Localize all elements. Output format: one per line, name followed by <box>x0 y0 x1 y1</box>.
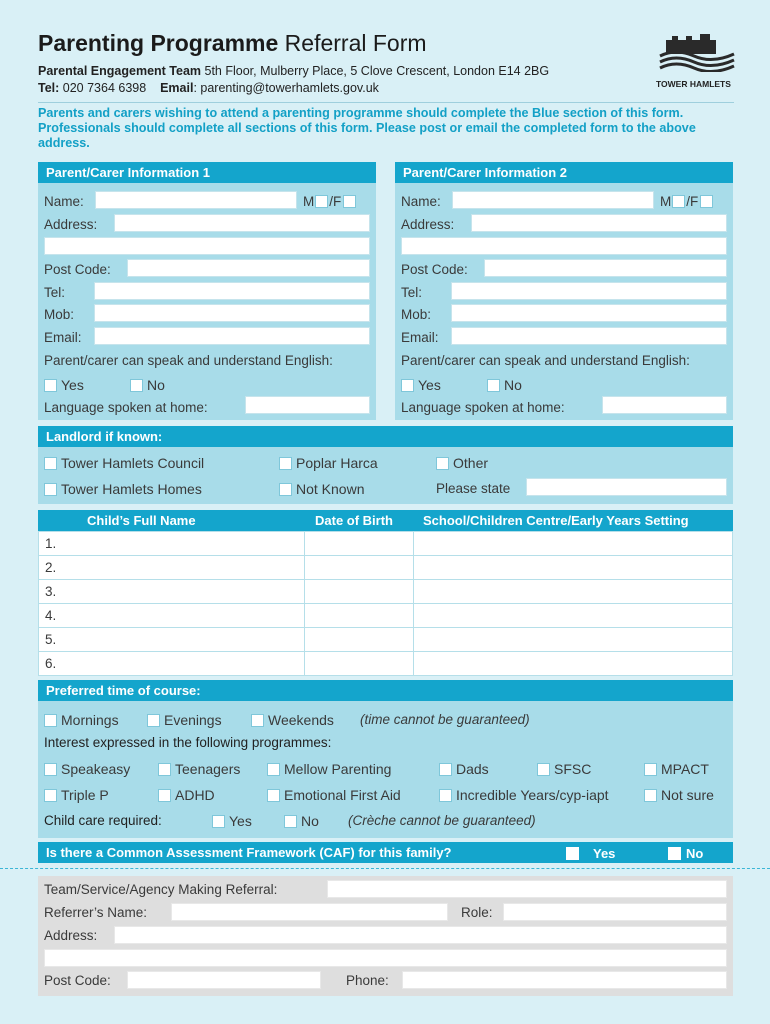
incredible-years-checkbox[interactable] <box>439 789 452 802</box>
landlord-option-other[interactable]: Other <box>436 455 488 471</box>
landlord-other-checkbox[interactable] <box>436 457 449 470</box>
row-number[interactable]: 4. <box>39 604 305 628</box>
childcare-no-checkbox[interactable] <box>284 815 297 828</box>
parent2-email-field[interactable] <box>451 327 727 345</box>
caf-no[interactable]: No <box>668 846 703 861</box>
parent2-tel-label: Tel: <box>401 285 423 300</box>
tower-hamlets-logo <box>656 30 738 89</box>
triple-p-checkbox[interactable] <box>44 789 57 802</box>
prof-postcode-field[interactable] <box>127 971 321 989</box>
role-label: Role: <box>461 905 493 920</box>
programme-mellow[interactable]: Mellow Parenting <box>267 761 391 777</box>
parent2-name-field[interactable] <box>452 191 654 209</box>
school-cell[interactable] <box>414 628 733 652</box>
childcare-yes[interactable]: Yes <box>212 813 252 829</box>
landlord-heading: Landlord if known: <box>38 426 733 447</box>
form-title: Parenting Programme Referral Form <box>38 30 427 56</box>
childcare-label: Child care required: <box>44 813 162 828</box>
parent1-english-no[interactable]: No <box>130 377 165 393</box>
table-row <box>39 532 733 556</box>
team-address: Parental Engagement Team 5th Floor, Mulberry Place, 5 Clove Crescent, London E14 2BG <box>38 64 550 78</box>
prof-postcode-label: Post Code: <box>44 973 111 988</box>
adhd-checkbox[interactable] <box>158 789 171 802</box>
landlord-option-homes[interactable]: Tower Hamlets Homes <box>44 481 202 497</box>
col-child-name: Child’s Full Name <box>87 513 196 528</box>
childcare-yes-checkbox[interactable] <box>212 815 225 828</box>
parent1-heading: Parent/Carer Information 1 <box>38 162 376 183</box>
school-cell[interactable] <box>414 556 733 580</box>
parent1-gender: M /F <box>303 194 356 209</box>
parent1-name-field[interactable] <box>95 191 297 209</box>
mornings-checkbox[interactable] <box>44 714 57 727</box>
parent1-female-checkbox[interactable] <box>343 195 356 208</box>
parent1-male-checkbox[interactable] <box>315 195 328 208</box>
parent2-english-yes-checkbox[interactable] <box>401 379 414 392</box>
speakeasy-checkbox[interactable] <box>44 763 57 776</box>
prof-address-field[interactable] <box>114 926 727 944</box>
parent2-male-checkbox[interactable] <box>672 195 685 208</box>
col-school: School/Children Centre/Early Years Setting <box>423 513 689 528</box>
referrer-label: Referrer’s Name: <box>44 905 148 920</box>
col-date-of-birth: Date of Birth <box>315 513 393 528</box>
table-row <box>39 580 733 604</box>
landlord-state-label: Please state <box>436 481 511 496</box>
row-number[interactable]: 5. <box>39 628 305 652</box>
header-divider <box>38 102 734 103</box>
caf-question: Is there a Common Assessment Framework (CAF) for this family? <box>46 845 452 860</box>
parent1-language-field[interactable] <box>245 396 370 414</box>
parent1-tel-field[interactable] <box>94 282 370 300</box>
parent2-name-label: Name: <box>401 194 441 209</box>
creche-note: (Crèche cannot be guaranteed) <box>348 813 536 828</box>
role-field[interactable] <box>503 903 727 921</box>
caf-yes-checkbox[interactable] <box>566 847 579 860</box>
parent1-name-label: Name: <box>44 194 84 209</box>
parent2-english-yes[interactable]: Yes <box>401 377 441 393</box>
parent2-address-label: Address: <box>401 217 455 232</box>
parent1-address-field-2[interactable] <box>44 237 370 255</box>
phone-field[interactable] <box>402 971 727 989</box>
time-mornings[interactable]: Mornings <box>44 712 119 728</box>
dob-cell[interactable] <box>304 604 414 628</box>
phone-label: Phone: <box>346 973 389 988</box>
landlord-option-not-known[interactable]: Not Known <box>279 481 364 497</box>
row-number[interactable]: 3. <box>39 580 305 604</box>
programme-speakeasy[interactable]: Speakeasy <box>44 761 130 777</box>
parent2-mob-label: Mob: <box>401 307 432 322</box>
parent1-mob-field[interactable] <box>94 304 370 322</box>
programme-triple-p[interactable]: Triple P <box>44 787 109 803</box>
parent2-address-field[interactable] <box>471 214 727 232</box>
parent2-email-label: Email: <box>401 330 439 345</box>
dob-cell[interactable] <box>304 556 414 580</box>
landlord-not-known-checkbox[interactable] <box>279 483 292 496</box>
parent1-email-field[interactable] <box>94 327 370 345</box>
time-note: (time cannot be guaranteed) <box>360 712 530 727</box>
parent1-english-yes[interactable]: Yes <box>44 377 84 393</box>
prof-address-label: Address: <box>44 928 98 943</box>
programme-incredible-years[interactable]: Incredible Years/cyp-iapt <box>439 787 609 803</box>
dob-cell[interactable] <box>304 628 414 652</box>
programme-sfsc[interactable]: SFSC <box>537 761 591 777</box>
childcare-no[interactable]: No <box>284 813 319 829</box>
teenagers-checkbox[interactable] <box>158 763 171 776</box>
school-cell[interactable] <box>414 604 733 628</box>
table-row <box>39 652 733 676</box>
programme-emotional-first-aid[interactable]: Emotional First Aid <box>267 787 401 803</box>
caf-yes[interactable]: Yes <box>566 846 615 861</box>
landlord-homes-checkbox[interactable] <box>44 483 57 496</box>
dob-cell[interactable] <box>304 652 414 676</box>
weekends-checkbox[interactable] <box>251 714 264 727</box>
parent2-postcode-label: Post Code: <box>401 262 468 277</box>
table-row <box>39 556 733 580</box>
parent2-heading: Parent/Carer Information 2 <box>395 162 733 183</box>
time-evenings[interactable]: Evenings <box>147 712 222 728</box>
contact-line: Tel: 020 7364 6398 Email: parenting@towerhamlets.gov.uk <box>38 81 379 95</box>
parent1-postcode-label: Post Code: <box>44 262 111 277</box>
cut-line <box>0 868 770 869</box>
dob-cell[interactable] <box>304 580 414 604</box>
referrer-field[interactable] <box>171 903 448 921</box>
prof-address-field-2[interactable] <box>44 949 727 967</box>
parent2-language-label: Language spoken at home: <box>401 400 565 415</box>
table-row <box>39 628 733 652</box>
row-number[interactable]: 1. <box>39 532 305 556</box>
parent1-mob-label: Mob: <box>44 307 75 322</box>
parent2-gender: M /F <box>660 194 713 209</box>
dads-checkbox[interactable] <box>439 763 452 776</box>
parent1-english-no-checkbox[interactable] <box>130 379 143 392</box>
logo-text: TOWER HAMLETS <box>656 79 731 89</box>
school-cell[interactable] <box>414 580 733 604</box>
sfsc-checkbox[interactable] <box>537 763 550 776</box>
mpact-checkbox[interactable] <box>644 763 657 776</box>
not-sure-checkbox[interactable] <box>644 789 657 802</box>
caf-bar <box>38 842 733 863</box>
parent2-mob-field[interactable] <box>451 304 727 322</box>
row-number[interactable]: 2. <box>39 556 305 580</box>
programme-not-sure[interactable]: Not sure <box>644 787 714 803</box>
parent2-female-checkbox[interactable] <box>700 195 713 208</box>
parent1-email-label: Email: <box>44 330 82 345</box>
team-label: Team/Service/Agency Making Referral: <box>44 882 278 897</box>
parent2-language-field[interactable] <box>602 396 727 414</box>
programme-mpact[interactable]: MPACT <box>644 761 709 777</box>
caf-no-checkbox[interactable] <box>668 847 681 860</box>
parent1-language-label: Language spoken at home: <box>44 400 208 415</box>
parent2-english-no-checkbox[interactable] <box>487 379 500 392</box>
dob-cell[interactable] <box>304 532 414 556</box>
evenings-checkbox[interactable] <box>147 714 160 727</box>
parent2-address-field-2[interactable] <box>401 237 727 255</box>
landlord-option-poplar[interactable]: Poplar Harca <box>279 455 378 471</box>
programme-teenagers[interactable]: Teenagers <box>158 761 240 777</box>
row-number[interactable]: 6. <box>39 652 305 676</box>
parent2-english-question: Parent/carer can speak and understand English: <box>401 353 690 368</box>
interest-label: Interest expressed in the following programmes: <box>44 735 332 750</box>
parent1-english-question: Parent/carer can speak and understand English: <box>44 353 333 368</box>
parent2-postcode-field[interactable] <box>484 259 727 277</box>
parent1-address-field[interactable] <box>114 214 370 232</box>
intro-text: Parents and carers wishing to attend a parenting programme should complete the Blue section of this form. Professionals should complete all sections of this form. Please post or email the completed form to the above address. <box>38 106 696 150</box>
parent1-postcode-field[interactable] <box>127 259 370 277</box>
children-table <box>38 531 733 676</box>
mellow-checkbox[interactable] <box>267 763 280 776</box>
parent1-english-yes-checkbox[interactable] <box>44 379 57 392</box>
landlord-option-council[interactable]: Tower Hamlets Council <box>44 455 204 471</box>
parent2-english-no[interactable]: No <box>487 377 522 393</box>
landlord-state-field[interactable] <box>526 478 727 496</box>
parent1-address-label: Address: <box>44 217 98 232</box>
parent1-tel-label: Tel: <box>44 285 66 300</box>
programme-adhd[interactable]: ADHD <box>158 787 215 803</box>
table-row <box>39 604 733 628</box>
team-field[interactable] <box>327 880 727 898</box>
landlord-poplar-checkbox[interactable] <box>279 457 292 470</box>
emotional-first-aid-checkbox[interactable] <box>267 789 280 802</box>
school-cell[interactable] <box>414 532 733 556</box>
programme-dads[interactable]: Dads <box>439 761 489 777</box>
school-cell[interactable] <box>414 652 733 676</box>
parent2-tel-field[interactable] <box>451 282 727 300</box>
landlord-council-checkbox[interactable] <box>44 457 57 470</box>
course-heading: Preferred time of course: <box>38 680 733 701</box>
time-weekends[interactable]: Weekends <box>251 712 334 728</box>
